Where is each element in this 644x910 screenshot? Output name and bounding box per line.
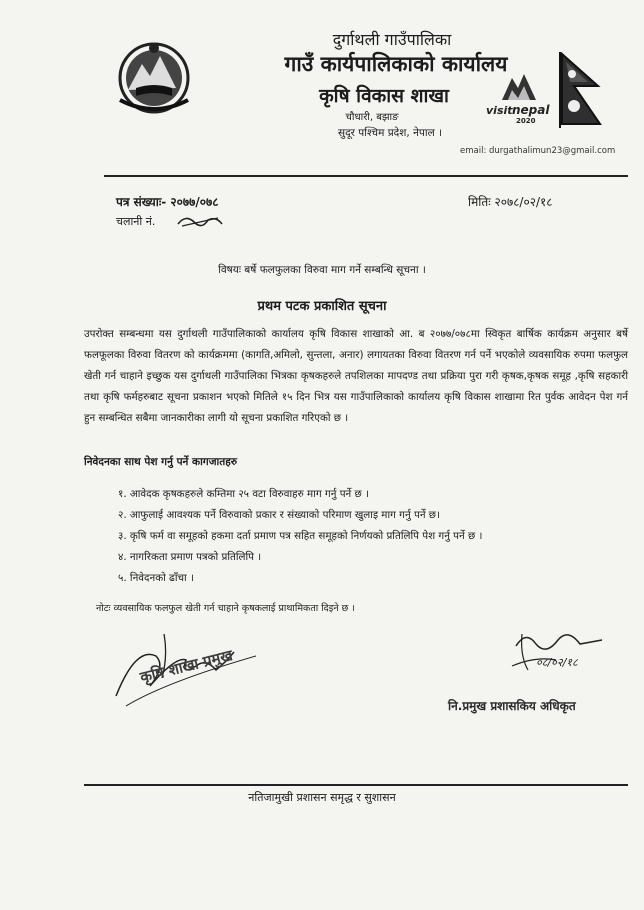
- office-address: चौधारी, बझाङ: [345, 112, 399, 123]
- office-name-branch: कृषि विकास शाखा: [319, 85, 449, 107]
- right-signature-date: ०८/०२/१८: [536, 656, 578, 669]
- notice-title: प्रथम पटक प्रकाशित सूचना: [257, 299, 387, 314]
- footer-slogan: नतिजामुखी प्रशासन समृद्ध र सुशासन: [248, 791, 396, 804]
- notice-subject: विषयः बर्षे फलफुलका विरुवा माग गर्ने सम्बन्धि सूचना ।: [218, 264, 426, 276]
- office-name-executive: गाउँ कार्यपालिकाको कार्यालय: [284, 52, 508, 76]
- svg-text:2020: 2020: [516, 117, 536, 124]
- right-signature: [506, 626, 620, 682]
- office-name-municipality: दुर्गाथली गाउँपालिका: [332, 30, 452, 49]
- dispatch-number: चलानी नं.: [116, 215, 156, 228]
- dispatch-number-handwritten: [176, 212, 224, 230]
- office-province: सुदूर पश्चिम प्रदेश, नेपाल ।: [337, 127, 443, 139]
- list-item: २. आफुलाई आवश्यक पर्ने विरुवाको प्रकार र संख्याको परिमाण खुलाइ माग गर्नु पर्ने छ।: [118, 509, 440, 521]
- header-divider: [104, 175, 628, 177]
- nepal-flag-icon: [558, 52, 604, 128]
- right-signatory-title: नि.प्रमुख प्रशासकिय अधिकृत: [448, 699, 576, 713]
- left-signatory-stamp: कृषि शाखा प्रमुख: [138, 646, 235, 687]
- svg-text:nepal: nepal: [512, 103, 550, 117]
- svg-text:visit: visit: [486, 104, 513, 117]
- notice-body: उपरोक्त सम्बन्धमा यस दुर्गाथली गाउँपालिकाको कार्यालय कृषि विकास शाखाको आ. ब २०७७/०७८मा स्विकृत बार्षिक कार्यक्रम अनुसार बर्षे फलफूलका विरुवा वितरण को कार्यक्रममा (कागति,अमिलो, सुन्तला, अनार) लगायतका विरुवा वितरण गर्न पर्ने भएकोले व्यवसायिक रुपमा फलफुल खेती गर्न चाहाने इच्छुक यस दुर्गाथली गाउँपालिका भित्रका कृषकहरुले तपशिलका मापदण्ड तथा प्रक्रिया पुरा गरी कृषक,कृषक समूह ,कृषि सहकारी तथा कृषि फर्महरुबाट सूचना प्रकाशन भएको मितिले १५ दिन भित्र यस गाउँपालिकाको कार्यालय कृषि विकास शाखामा रित पुर्वक आवेदन पेश गर्न हुन सम्बन्धित सबैमा जानकारीका लागी यो सूचना प्रकाशित गरिएको छ ।: [84, 328, 628, 424]
- required-documents-list: [118, 484, 482, 589]
- footer-divider: [84, 784, 628, 786]
- office-email: email: durgathalimun23@gmail.com: [460, 146, 616, 156]
- list-item: ५. निवेदनको ढाँचा ।: [118, 572, 194, 584]
- required-documents-title: निवेदनका साथ पेश गर्नु पर्ने कागजातहरु: [84, 456, 238, 468]
- notice-note: नोटः व्यवसायिक फलफुल खेती गर्न चाहाने कृषकलाई प्राथामिकता दिइने छ ।: [96, 603, 355, 614]
- list-item: ३. कृषि फर्म वा समूहको हकमा दर्ता प्रमाण पत्र सहित समूहको निर्णयको प्रतिलिपि पेश गर्नु पर्ने छ ।: [118, 530, 483, 542]
- list-item: ४. नागरिकता प्रमाण पत्रको प्रतिलिपि ।: [118, 551, 262, 563]
- letter-reference-number: पत्र संख्याः- २०७७/०७८: [116, 195, 219, 209]
- letter-date: मितिः २०७८/०२/१८: [468, 195, 553, 209]
- visit-nepal-2020-logo: [482, 70, 550, 124]
- list-item: १. आवेदक कृषकहरुले कम्तिमा २५ वटा विरुवाहरु माग गर्नु पर्ने छ ।: [118, 488, 369, 500]
